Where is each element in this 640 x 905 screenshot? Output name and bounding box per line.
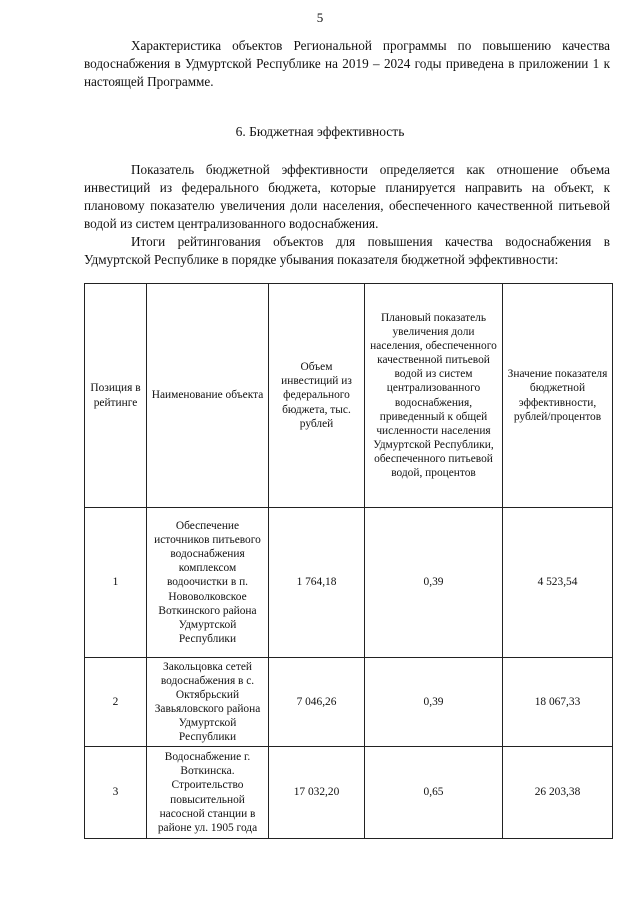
section-heading: 6. Бюджетная эффективность xyxy=(235,124,405,139)
cell-object-name: Закольцовка сетей водоснабжения в с. Октябрьский Завьяловского района Удмуртской Республики xyxy=(147,658,269,747)
table-row xyxy=(85,747,613,839)
cell-investment: 1 764,18 xyxy=(269,508,365,658)
table-row xyxy=(85,508,613,658)
cell-position: 2 xyxy=(85,658,147,747)
cell-efficiency-value: 26 203,38 xyxy=(503,747,613,839)
header-efficiency-value: Значение показателя бюджетной эффективности, рублей/процентов xyxy=(503,284,613,508)
cell-investment: 7 046,26 xyxy=(269,658,365,747)
paragraph-rating-intro: Итоги рейтингования объектов для повышения качества водоснабжения в Удмуртской Республике в порядке убывания показателя бюджетной эффективности: xyxy=(84,234,610,267)
rating-table xyxy=(84,283,613,839)
cell-investment: 17 032,20 xyxy=(269,747,365,839)
header-position: Позиция в рейтинге xyxy=(85,284,147,508)
page-number: 5 xyxy=(316,10,324,25)
cell-object-name: Водоснабжение г. Воткинска. Строительство повысительной насосной станции в районе ул. 1905 года xyxy=(147,747,269,839)
cell-planned-indicator: 0,39 xyxy=(365,508,503,658)
cell-efficiency-value: 4 523,54 xyxy=(503,508,613,658)
cell-object-name: Обеспечение источников питьевого водоснабжения комплексом водоочистки в п. Нововолковское Воткинского района Удмуртской Республики xyxy=(147,508,269,658)
table-row xyxy=(85,658,613,747)
header-object-name: Наименование объекта xyxy=(147,284,269,508)
cell-position: 3 xyxy=(85,747,147,839)
header-investment: Объем инвестиций из федерального бюджета, тыс. рублей xyxy=(269,284,365,508)
cell-planned-indicator: 0,39 xyxy=(365,658,503,747)
cell-efficiency-value: 18 067,33 xyxy=(503,658,613,747)
header-planned-indicator: Плановый показатель увеличения доли населения, обеспеченного качественной питьевой водой из систем централизованного водоснабжения, приведенный к общей численности населения Удмуртской Республики, обеспеченного питьевой водой, процентов xyxy=(365,284,503,508)
paragraph-program-objects: Характеристика объектов Региональной программы по повышению качества водоснабжения в Удмуртской Республике на 2019 – 2024 годы приведена в приложении 1 к настоящей Программе. xyxy=(84,38,610,89)
cell-planned-indicator: 0,65 xyxy=(365,747,503,839)
paragraph-efficiency-definition: Показатель бюджетной эффективности определяется как отношение объема инвестиций из федерального бюджета, которые планируется направить на объект, к плановому показателю увеличения доли населения, обеспеченного качественной питьевой водой из систем централизованного водоснабжения. xyxy=(84,162,610,231)
cell-position: 1 xyxy=(85,508,147,658)
table-header-row xyxy=(85,284,613,508)
